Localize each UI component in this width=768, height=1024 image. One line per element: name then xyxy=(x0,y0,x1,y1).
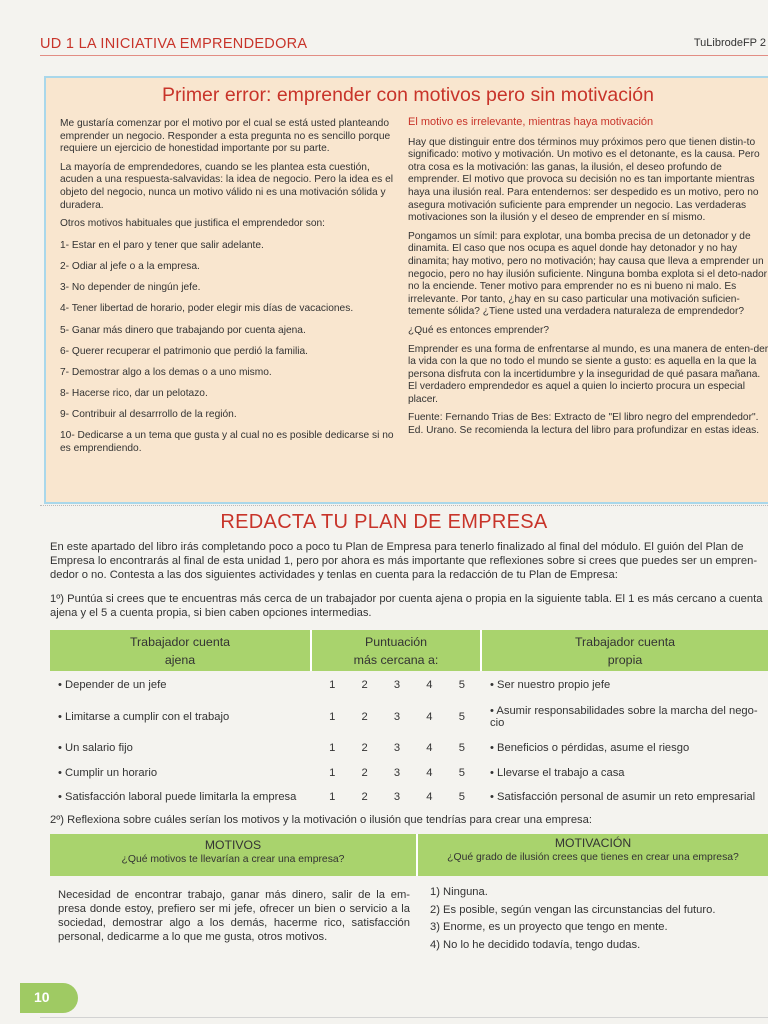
source-note: Fuente: Fernando Trias de Bes: Extracto de "El libro negro del emprendedor". Ed. Urano. Se recomienda la lectura del libro para profundizar en estas ideas. xyxy=(408,412,760,437)
score-options[interactable] xyxy=(312,742,482,754)
list-item: 7- Demostrar algo a los demas o a uno mismo. xyxy=(60,366,272,378)
table-row xyxy=(50,785,768,809)
score-2[interactable]: 2 xyxy=(361,711,368,723)
row-right: • Asumir responsabilidades sobre la marcha del nego-cio xyxy=(490,705,758,729)
activity-1: 1º) Puntúa si crees que te encuentras más cerca de un trabajador por cuenta ajena o propia en la siguiente tabla. El 1 es más cercano a cuenta ajena y el 5 a cuenta propia, si bien caben opciones intermedias. xyxy=(50,593,763,619)
score-options[interactable] xyxy=(312,767,482,779)
list-item: 2- Odiar al jefe o a la empresa. xyxy=(60,260,200,272)
paragraph: Emprender es una forma de enfrentarse al mundo, es una manera de enten-der la vida con la que no todo el mundo se siente a gusto: es aquella en la que la persona disfruta con la incertidumbre y la inseguridad de qué pasara mañana. El verdadero emprendedor es aquel a quien lo incierto procura un especial placer. xyxy=(408,343,768,405)
book-name: TuLibrodeFP 2 xyxy=(693,37,766,49)
motivation-options xyxy=(418,876,768,954)
score-3[interactable]: 3 xyxy=(393,767,401,779)
header-line: ajena xyxy=(164,653,196,667)
header-score xyxy=(312,630,482,671)
score-table xyxy=(50,630,768,809)
score-options[interactable] xyxy=(312,711,482,723)
row-right: • Satisfacción personal de asumir un reto empresarial xyxy=(490,791,756,803)
score-1[interactable]: 1 xyxy=(329,711,336,723)
score-1[interactable]: 1 xyxy=(329,679,336,691)
reading-subtitle: El motivo es irrelevante, mientras haya motivación xyxy=(408,116,654,128)
reading-left-column xyxy=(60,118,396,464)
header-label: MOTIVACIÓN xyxy=(554,836,632,850)
list-item: 8- Hacerse rico, dar un pelotazo. xyxy=(60,388,208,400)
header-employee xyxy=(50,630,312,671)
score-1[interactable]: 1 xyxy=(329,742,336,754)
paragraph: ¿Qué es entonces emprender? xyxy=(408,324,550,336)
paragraph: Me gustaría comenzar por el motivo por el cual se está usted planteando emprender un negocio. Responder a esta pregunta no es sencillo porque requiere un ejercicio de honestidad importante por su parte. xyxy=(60,118,391,155)
list-item: 6- Querer recuperar el patrimonio que perdió la familia. xyxy=(60,345,309,357)
section-intro: En este apartado del libro irás completando poco a poco tu Plan de Empresa para tenerlo finalizado al final del módulo. El guión del Plan de Empresa lo encontrarás al final de esta unidad 1, pero por ahora es más importante que reflexiones sobre si crees que puedes ser un empren-dedor o no. Contesta a las dos siguientes actividades y tenlas en cuenta para la redacción de tu Plan de Empresa: xyxy=(50,541,758,581)
paragraph: La mayoría de emprendedores, cuando se les plantea esta cuestión, acuden a una respuesta-salvavidas: la idea de negocio. Pero la idea es el objeto del negocio, nunca un motivo válido ni es una motivación sólida y duradera. xyxy=(60,161,394,211)
section-divider xyxy=(40,505,768,506)
score-2[interactable]: 2 xyxy=(361,742,368,754)
footer-divider xyxy=(40,1017,768,1018)
row-right: • Ser nuestro propio jefe xyxy=(490,679,611,691)
table-row xyxy=(50,671,768,699)
score-3[interactable]: 3 xyxy=(393,679,401,691)
score-4[interactable]: 4 xyxy=(426,791,433,803)
score-4[interactable]: 4 xyxy=(426,767,433,779)
score-3[interactable]: 3 xyxy=(393,711,401,723)
reading-right-column xyxy=(408,116,768,444)
score-1[interactable]: 1 xyxy=(329,791,336,803)
score-options[interactable] xyxy=(312,679,482,691)
reading-box xyxy=(44,76,768,504)
paragraph: Pongamos un símil: para explotar, una bomba precisa de un detonador y de dinamita. El caso que nos ocupa es aquel donde hay detonador y no hay dinamita; hay motivo, pero no motivación; hay causa que lleva a emprender un negocio, pero no hay ilusión suficiente. Ninguna bomba explota si el deto-nador no la enciende. Tener motivo para emprender no es ni bueno ni malo. Es irrelevante. Por tanto, ¿hay en su caso particular una motivación suficien-temente sólida? ¿Tiene usted una verdadera naturaleza de emprendedor? xyxy=(408,230,768,318)
header-self-employed xyxy=(482,630,768,671)
page-header xyxy=(0,0,768,60)
option-item[interactable]: 2) Es posible, según vengan las circunstancias del futuro. xyxy=(430,903,716,916)
score-3[interactable]: 3 xyxy=(393,791,401,803)
list-item: 10- Dedicarse a un tema que gusta y al cual no es posible dedicarse si no es emprendiendo. xyxy=(60,430,394,455)
header-divider xyxy=(40,55,768,56)
score-3[interactable]: 3 xyxy=(393,742,401,754)
motives-text: Necesidad de encontrar trabajo, ganar más dinero, salir de la em-presa donde estoy, prefiero ser mi jefe, ofrecer un bien o servicio a la sociedad, demostrar algo a los demás, hacerme rico, satisfacción personal, dedicarme a lo que me gusta, otros motivos. xyxy=(58,889,410,943)
header-line: propia xyxy=(607,653,643,667)
score-4[interactable]: 4 xyxy=(426,711,433,723)
list-item: 5- Ganar más dinero que trabajando por cuenta ajena. xyxy=(60,324,306,336)
table-row xyxy=(50,735,768,761)
list-item: 9- Contribuir al desarrrollo de la región. xyxy=(60,409,237,421)
header-line: más cercana a: xyxy=(353,653,439,667)
list-item: 3- No depender de ningún jefe. xyxy=(60,282,201,294)
score-table-header xyxy=(50,630,768,671)
score-5[interactable]: 5 xyxy=(458,791,465,803)
option-item[interactable]: 4) No lo he decidido todavía, tengo dudas. xyxy=(430,938,641,951)
score-5[interactable]: 5 xyxy=(458,711,465,723)
section-title: REDACTA TU PLAN DE EMPRESA xyxy=(220,511,548,533)
motivation-table xyxy=(50,834,768,954)
header-line: Trabajador cuenta xyxy=(574,635,676,649)
header-question: ¿Qué motivos te llevarían a crear una empresa? xyxy=(121,854,345,865)
table-row xyxy=(50,699,768,735)
row-left: • Limitarse a cumplir con el trabajo xyxy=(58,711,230,723)
row-left: • Un salario fijo xyxy=(58,742,133,754)
row-left: • Satisfacción laboral puede limitarla la empresa xyxy=(58,791,297,803)
score-5[interactable]: 5 xyxy=(458,742,465,754)
row-right: • Llevarse el trabajo a casa xyxy=(490,767,625,779)
row-left: • Cumplir un horario xyxy=(58,767,158,779)
header-label: MOTIVOS xyxy=(204,838,262,852)
header-line: Trabajador cuenta xyxy=(129,635,231,649)
score-options[interactable] xyxy=(312,791,482,803)
motivation-table-header xyxy=(50,834,768,876)
row-right: • Beneficios o pérdidas, asume el riesgo xyxy=(490,742,690,754)
option-item[interactable]: 1) Ninguna. xyxy=(430,886,488,898)
motivation-table-body xyxy=(50,876,768,954)
header-line: Puntuación xyxy=(364,635,427,649)
page-number: 10 xyxy=(34,989,50,1005)
score-4[interactable]: 4 xyxy=(426,679,433,691)
score-2[interactable]: 2 xyxy=(361,767,368,779)
score-1[interactable]: 1 xyxy=(329,767,336,779)
paragraph: Otros motivos habituales que justifica el emprendedor son: xyxy=(60,218,326,230)
score-2[interactable]: 2 xyxy=(361,791,368,803)
score-2[interactable]: 2 xyxy=(361,679,368,691)
table-row xyxy=(50,761,768,785)
paragraph: Hay que distinguir entre dos términos muy próximos pero que tienen distin-to significado: motivo y motivación. Un motivo es el detonante, es la causa. Pero otra cosa es la motivación: las ganas, la ilusión, el deseo profundo de emprender. El motivo que provoca su decisión no es tan importante mientras haya una ilusión real. Para entendernos: ser despedido es un motivo, pero no asegura motivación suficiente para emprender un negocio. Las verdaderas motivaciones son la ilusión y el deseo de emprender en sí mismo. xyxy=(408,136,760,224)
reading-box-title: Primer error: emprender con motivos pero sin motivación xyxy=(161,84,654,106)
score-5[interactable]: 5 xyxy=(458,767,465,779)
unit-title: UD 1 LA INICIATIVA EMPRENDEDORA xyxy=(40,36,308,52)
activity-2: 2º) Reflexiona sobre cuáles serían los motivos y la motivación o ilusión que tendrías para crear una empresa: xyxy=(50,814,592,826)
score-5[interactable]: 5 xyxy=(458,679,465,691)
score-4[interactable]: 4 xyxy=(426,742,433,754)
list-item: 1- Estar en el paro y tener que salir adelante. xyxy=(60,239,264,251)
option-item[interactable]: 3) Enorme, es un proyecto que tengo en mente. xyxy=(430,921,668,933)
row-left: • Depender de un jefe xyxy=(58,679,167,691)
header-question: ¿Qué grado de ilusión crees que tienes en crear una empresa? xyxy=(447,852,739,863)
list-item: 4- Tener libertad de horario, poder elegir mis días de vacaciones. xyxy=(60,303,354,315)
header-motivation xyxy=(418,834,768,876)
header-motives xyxy=(50,834,418,876)
